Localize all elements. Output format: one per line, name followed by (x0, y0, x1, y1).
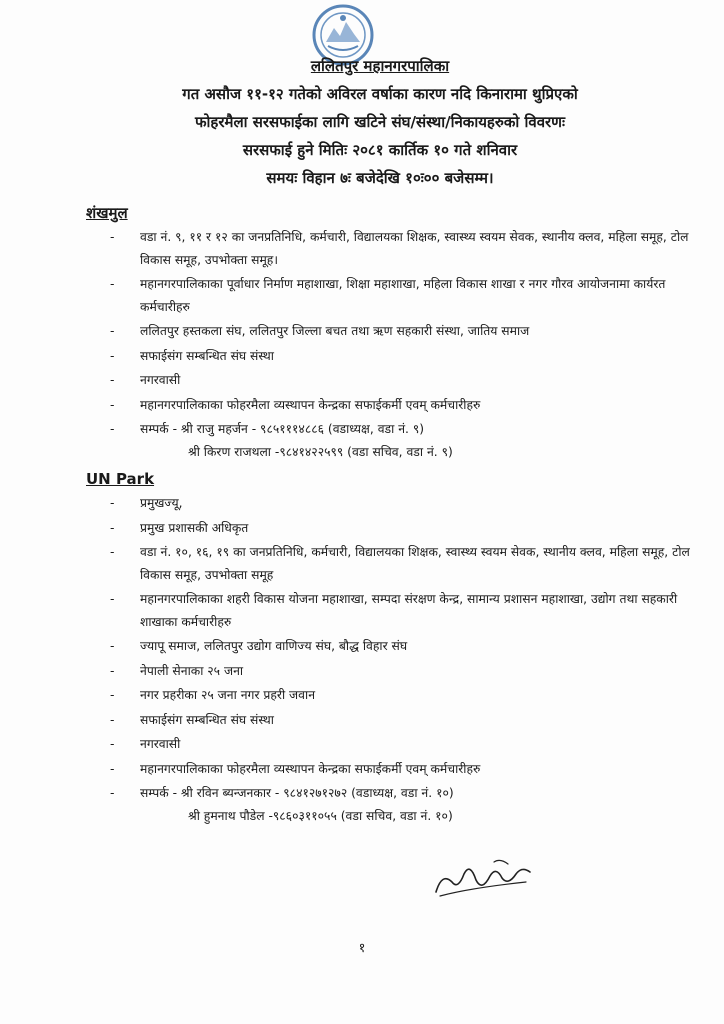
header-line-2: फोहरमैला सरसफाईका लागि खटिने संघ/संस्था/निकायहरुको विवरणः (194, 113, 566, 131)
list-item: - महानगरपालिकाका फोहरमैला व्यस्थापन केन्द्रका सफाईकर्मी एवम् कर्मचारीहरु (110, 394, 700, 417)
list-dash: - (110, 373, 115, 387)
list-item: - वडा नं. ९, ११ र १२ का जनप्रतिनिधि, कर्मचारी, विद्यालयका शिक्षक, स्वास्थ्य स्वयम सेवक, स्थानीय क्लव, महिला समूह, टोल विकास समूह, उपभोक्ता समूह। (110, 226, 700, 271)
section-list-un-park (110, 492, 700, 829)
list-dash: - (110, 277, 115, 291)
list-dash: - (110, 737, 115, 751)
list-item: - सफाईसंग सम्बन्धित संघ संस्था (110, 345, 700, 368)
list-item: - ललितपुर हस्तकला संघ, ललितपुर जिल्ला बचत तथा ऋण सहकारी संस्था, जातिय समाज (110, 320, 700, 343)
list-dash: - (110, 496, 115, 510)
list-dash: - (110, 761, 115, 776)
contact-item (110, 418, 700, 463)
list-dash: - (110, 712, 115, 727)
list-item: - नगर प्रहरीका २५ जना नगर प्रहरी जवान (110, 684, 700, 707)
section-title-un-park: UN Park (86, 470, 155, 488)
list-dash: - (110, 663, 115, 678)
header-line-1: गत असौज ११-१२ गतेको अविरल वर्षाका कारण नदि किनारामा थुप्रिएको (182, 85, 578, 103)
list-item: - वडा नं. १०, १६, १९ का जनप्रतिनिधि, कर्मचारी, विद्यालयका शिक्षक, स्वास्थ्य स्वयम सेवक, स्थानीय क्लव, महिला समूह, टोल विकास समूह, उपभोक्ता समूह (110, 541, 700, 586)
list-item: - महानगरपालिकाका शहरी विकास योजना महाशाखा, सम्पदा संरक्षण केन्द्र, सामान्य प्रशासन महाशाखा, उद्योग तथा सहकारी शाखाका कर्मचारीहरु (110, 588, 700, 633)
list-dash: - (110, 324, 115, 338)
header-date-line: सरसफाई हुने मितिः २०८१ कार्तिक १० गते शनिवार (242, 141, 518, 159)
list-item: - महानगरपालिकाका पूर्वाधार निर्माण महाशाखा, शिक्षा महाशाखा, महिला विकास शाखा र नगर गौरव आयोजनामा कार्यरत कर्मचारीहरु (110, 273, 700, 318)
list-item: - प्रमुख प्रशासकी अधिकृत (110, 517, 700, 540)
page-number: १ (358, 941, 366, 956)
list-item: - सफाईसंग सम्बन्धित संघ संस्था (110, 709, 700, 732)
document-header (80, 52, 680, 192)
contact-secondary: श्री हुमनाथ पौडेल -९८६०३११०५५ (वडा सचिव, वडा नं. १०) (188, 808, 453, 823)
contact-secondary: श्री किरण राजथला -९८४१४२२५९९ (वडा सचिव, वडा नं. ९) (188, 444, 453, 459)
list-dash: - (110, 230, 115, 244)
handwritten-signature-icon (430, 852, 540, 904)
header-time-line: समयः विहान ७ः बजेदेखि १०ः०० बजेसम्म। (266, 169, 494, 187)
list-dash: - (110, 639, 115, 653)
list-dash: - (110, 422, 115, 436)
list-dash: - (110, 520, 115, 535)
list-dash: - (110, 348, 115, 363)
list-dash: - (110, 786, 115, 800)
list-dash: - (110, 397, 115, 412)
list-item: - नगरवासी (110, 733, 700, 756)
list-dash: - (110, 688, 115, 702)
list-item: - ज्यापू समाज, ललितपुर उद्योग वाणिज्य संघ, बौद्ध विहार संघ (110, 635, 700, 658)
section-title-shankhamul: शंखमुल (86, 204, 128, 222)
list-dash: - (110, 545, 115, 559)
organization-name: ललितपुर महानगरपालिका (310, 57, 450, 75)
section-list-shankhamul (110, 226, 700, 465)
list-item: - नेपाली सेनाका २५ जना (110, 660, 700, 683)
list-item: - नगरवासी (110, 369, 700, 392)
list-dash: - (110, 592, 115, 606)
contact-primary: सम्पर्क - श्री राजु महर्जन - ९८५१११४८८६ (वडाध्यक्ष, वडा नं. ९) (140, 422, 425, 436)
list-item: - प्रमुखज्यू, (110, 492, 700, 515)
contact-primary: सम्पर्क - श्री रविन ब्यन्जनकार - ९८४१२७१२७२ (वडाध्यक्ष, वडा नं. १०) (140, 786, 454, 800)
list-item: - महानगरपालिकाका फोहरमैला व्यस्थापन केन्द्रका सफाईकर्मी एवम् कर्मचारीहरु (110, 758, 700, 781)
contact-item (110, 782, 700, 827)
